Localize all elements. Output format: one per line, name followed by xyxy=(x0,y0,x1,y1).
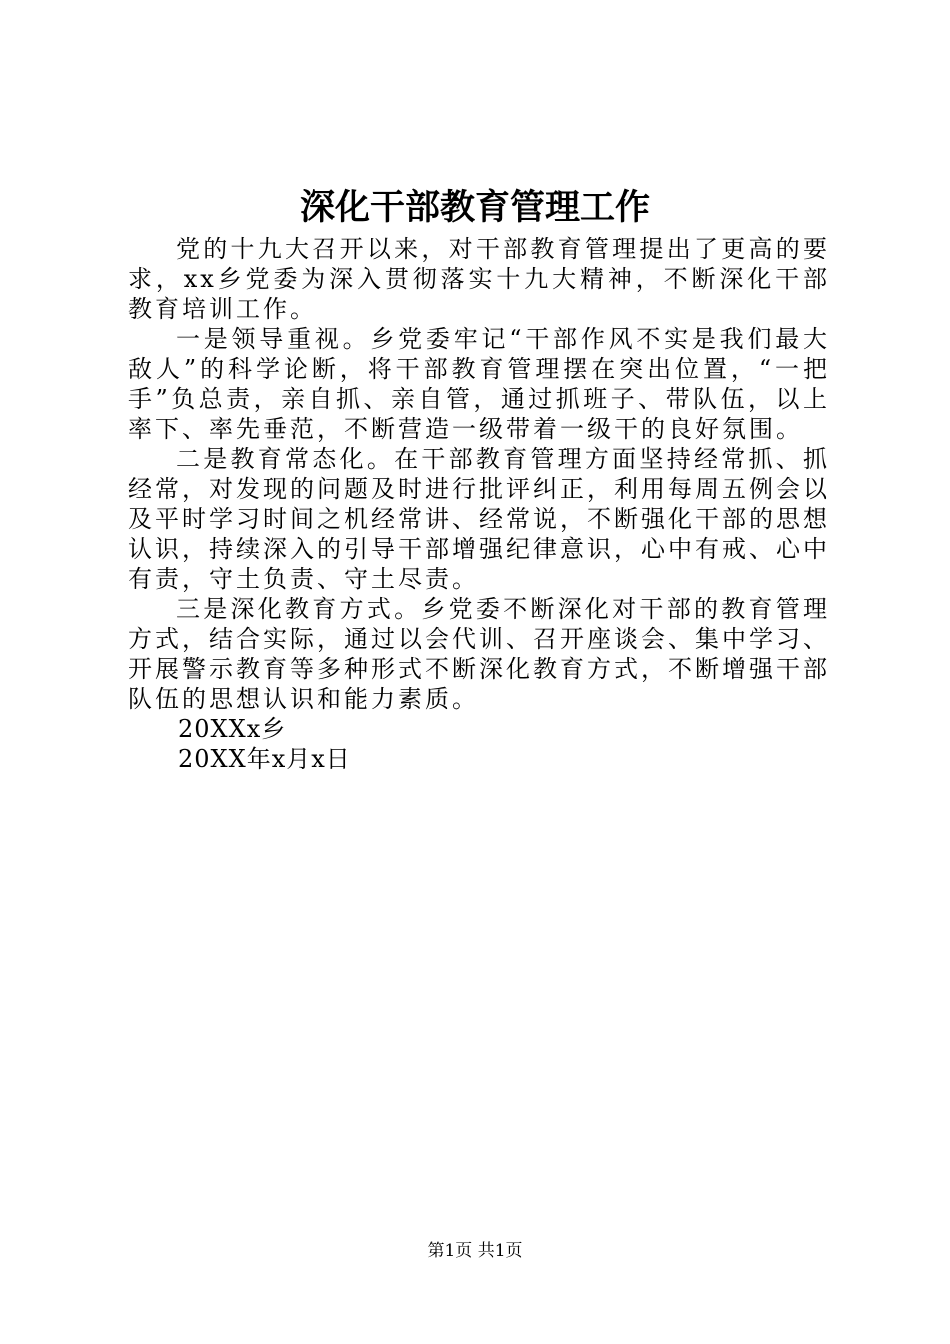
page-number-footer: 第1页 共1页 xyxy=(427,1241,523,1261)
page-title: 深化干部教育管理工作 xyxy=(299,187,650,228)
paragraph-education-methods: 三是深化教育方式。乡党委不断深化对干部的教育管理方式，结合实际，通过以会代训、召开座谈会、集中学习、开展警示教育等多种形式不断深化教育方式，不断增强干部队伍的思想认识和能力素质。 xyxy=(128,595,830,713)
paragraph-leadership: 一是领导重视。乡党委牢记“干部作风不实是我们最大敌人”的科学论断，将干部教育管理摆在突出位置，“一把手”负总责，亲自抓、亲自管，通过抓班子、带队伍，以上率下、率先垂范，不断营造一级带着一级干的良好氛围。 xyxy=(128,325,830,443)
document-body xyxy=(128,234,830,774)
intro-paragraph: 党的十九大召开以来，对干部教育管理提出了更高的要求，xx乡党委为深入贯彻落实十九大精神，不断深化干部教育培训工作。 xyxy=(128,235,830,323)
paragraph-routine-education: 二是教育常态化。在干部教育管理方面坚持经常抓、抓经常，对发现的问题及时进行批评纠正，利用每周五例会以及平时学习时间之机经常讲、经常说，不断强化干部的思想认识，持续深入的引导干部增强纪律意识，心中有戒、心中有责，守土负责、守土尽责。 xyxy=(128,445,830,593)
signature-date: 20XX年x月x日 xyxy=(178,745,351,773)
signature-org: 20XXx乡 xyxy=(178,715,287,743)
